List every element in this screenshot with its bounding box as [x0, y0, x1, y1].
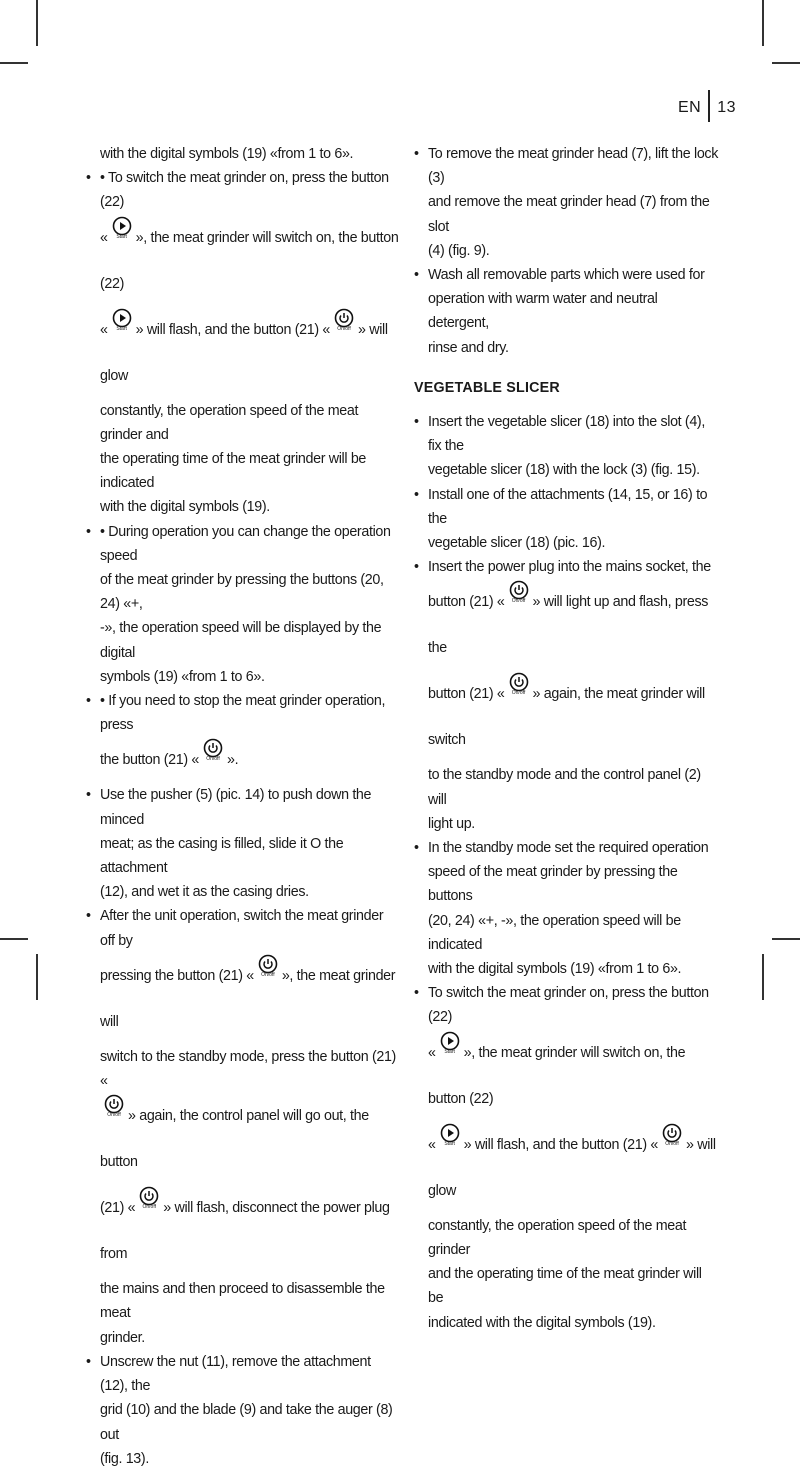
text-line: with the digital symbols (19) «from 1 to 6».	[428, 961, 682, 978]
list-item	[414, 142, 719, 263]
text-line: meat; as the casing is filled, slide it O the attachment	[100, 835, 344, 877]
text-line: vegetable slicer (18) (pic. 16).	[428, 535, 606, 552]
crop-mark-bottom-right-v	[762, 954, 764, 1000]
list-item	[414, 483, 719, 556]
text-line: • Unscrew the nut (11), remove the attachment (12), the	[100, 1353, 371, 1395]
text-line: constantly, the operation speed of the meat grinder	[428, 1217, 687, 1258]
text-line: with the digital symbols (19).	[100, 499, 270, 516]
list-item	[414, 410, 719, 483]
list-item	[86, 904, 401, 1349]
text-line: pressing the button (21) « On/off », the meat grinder will	[100, 953, 401, 1045]
text-line: • Wash all removable parts which were used for	[428, 267, 705, 284]
power-button-icon: On/off	[102, 1098, 126, 1120]
text-line: • • To switch the meat grinder on, press the button (22)	[100, 170, 389, 211]
list-item	[414, 555, 719, 836]
text-line: button (21) « On/off » again, the meat grinder will switch	[428, 671, 719, 763]
crop-mark-top-left-v	[36, 0, 38, 46]
text-line: constantly, the operation speed of the meat grinder and	[100, 402, 359, 443]
power-button-icon: On/off	[137, 1190, 161, 1212]
text-line: On/off » again, the control panel will go out, the button	[100, 1093, 401, 1185]
text-line: rinse and dry.	[428, 339, 509, 356]
text-line: and remove the meat grinder head (7) from the slot	[428, 194, 710, 235]
right-column	[414, 142, 719, 1335]
text-line: the button (21) « On/off ».	[100, 737, 401, 783]
crop-mark-bottom-left-v	[36, 954, 38, 1000]
text-line: • In the standby mode set the required operation	[428, 840, 709, 857]
text-line: vegetable slicer (18) with the lock (3) (fig. 15).	[428, 462, 700, 479]
list-item	[86, 520, 401, 689]
left-column	[86, 142, 401, 1471]
text-line: « Start », the meat grinder will switch on, the button (22)	[100, 215, 401, 307]
text-line: (4) (fig. 9).	[428, 242, 490, 259]
list-item	[414, 263, 719, 360]
text-line: • • If you need to stop the meat grinder operation, press	[100, 693, 386, 734]
text-line: • To remove the meat grinder head (7), lift the lock (3)	[428, 146, 719, 187]
power-button-icon: On/off	[507, 584, 531, 606]
text-line: operation with warm water and neutral detergent,	[428, 291, 658, 332]
text-line: light up.	[428, 815, 475, 832]
start-button-icon: Start	[438, 1127, 462, 1149]
page-header	[678, 92, 736, 124]
text-line: with the digital symbols (19) «from 1 to 6».	[100, 146, 354, 162]
language-code: EN	[677, 99, 702, 116]
page-number: 13	[717, 99, 736, 116]
crop-mark-top-right-h	[772, 62, 800, 64]
text-line: (12), and wet it as the casing dries.	[100, 884, 309, 901]
text-line: switch to the standby mode, press the button (21) «	[100, 1048, 396, 1090]
text-line: of the meat grinder by pressing the buttons (20, 24) «+,	[100, 572, 384, 613]
list-item	[86, 1350, 401, 1471]
list-item	[414, 981, 719, 1334]
text-line: -», the operation speed will be displayed by the digital	[100, 620, 382, 661]
list-item	[86, 689, 401, 783]
text-line: button (21) « On/off » will light up and flash, press the	[428, 579, 719, 671]
text-line: • After the unit operation, switch the meat grinder off by	[100, 908, 384, 949]
text-line: • Use the pusher (5) (pic. 14) to push down the minced	[100, 787, 372, 828]
text-line: • Insert the vegetable slicer (18) into the slot (4), fix the	[428, 414, 705, 455]
power-button-icon: On/off	[201, 742, 225, 764]
text-line: to the standby mode and the control panel (2) will	[428, 767, 701, 808]
list-item	[414, 836, 719, 981]
text-line: • To switch the meat grinder on, press the button (22)	[428, 985, 709, 1026]
start-button-icon: Start	[110, 312, 134, 334]
power-button-icon: On/off	[332, 312, 356, 334]
header-divider	[708, 90, 710, 122]
crop-mark-bottom-left-h	[0, 938, 28, 940]
text-line: • • During operation you can change the operation speed	[100, 523, 391, 564]
section-heading: VEGETABLE SLICER	[414, 379, 560, 396]
start-button-icon: Start	[110, 220, 134, 242]
start-button-icon: Start	[438, 1035, 462, 1057]
text-line: (20, 24) «+, -», the operation speed will be indicated	[428, 912, 681, 953]
text-line: (fig. 13).	[100, 1450, 149, 1467]
text-line: the mains and then proceed to disassemble the meat	[100, 1281, 385, 1322]
crop-mark-top-right-v	[762, 0, 764, 46]
crop-mark-top-left-h	[0, 62, 28, 64]
power-button-icon: On/off	[660, 1127, 684, 1149]
text-line: grinder.	[100, 1329, 145, 1346]
text-line: the operating time of the meat grinder will be indicated	[100, 451, 367, 492]
text-line: (21) « On/off » will flash, disconnect the power plug from	[100, 1185, 401, 1277]
text-line: • Install one of the attachments (14, 15, or 16) to the	[428, 486, 708, 527]
power-button-icon: On/off	[507, 676, 531, 698]
text-line: « Start » will flash, and the button (21) « On/off » will glow	[428, 1122, 719, 1214]
text-line: • Insert the power plug into the mains socket, the	[428, 559, 711, 576]
text-line: symbols (19) «from 1 to 6».	[100, 668, 265, 685]
list-item	[86, 783, 401, 904]
power-button-icon: On/off	[256, 958, 280, 980]
list-item	[86, 166, 401, 519]
text-line: and the operating time of the meat grinder will be	[428, 1266, 702, 1307]
crop-mark-bottom-right-h	[772, 938, 800, 940]
text-line: indicated with the digital symbols (19).	[428, 1314, 656, 1331]
text-line: speed of the meat grinder by pressing the buttons	[428, 864, 678, 905]
text-line: « Start », the meat grinder will switch on, the button (22)	[428, 1030, 719, 1122]
text-line: « Start » will flash, and the button (21) « On/off » will glow	[100, 307, 401, 399]
text-line: grid (10) and the blade (9) and take the auger (8) out	[100, 1402, 393, 1443]
